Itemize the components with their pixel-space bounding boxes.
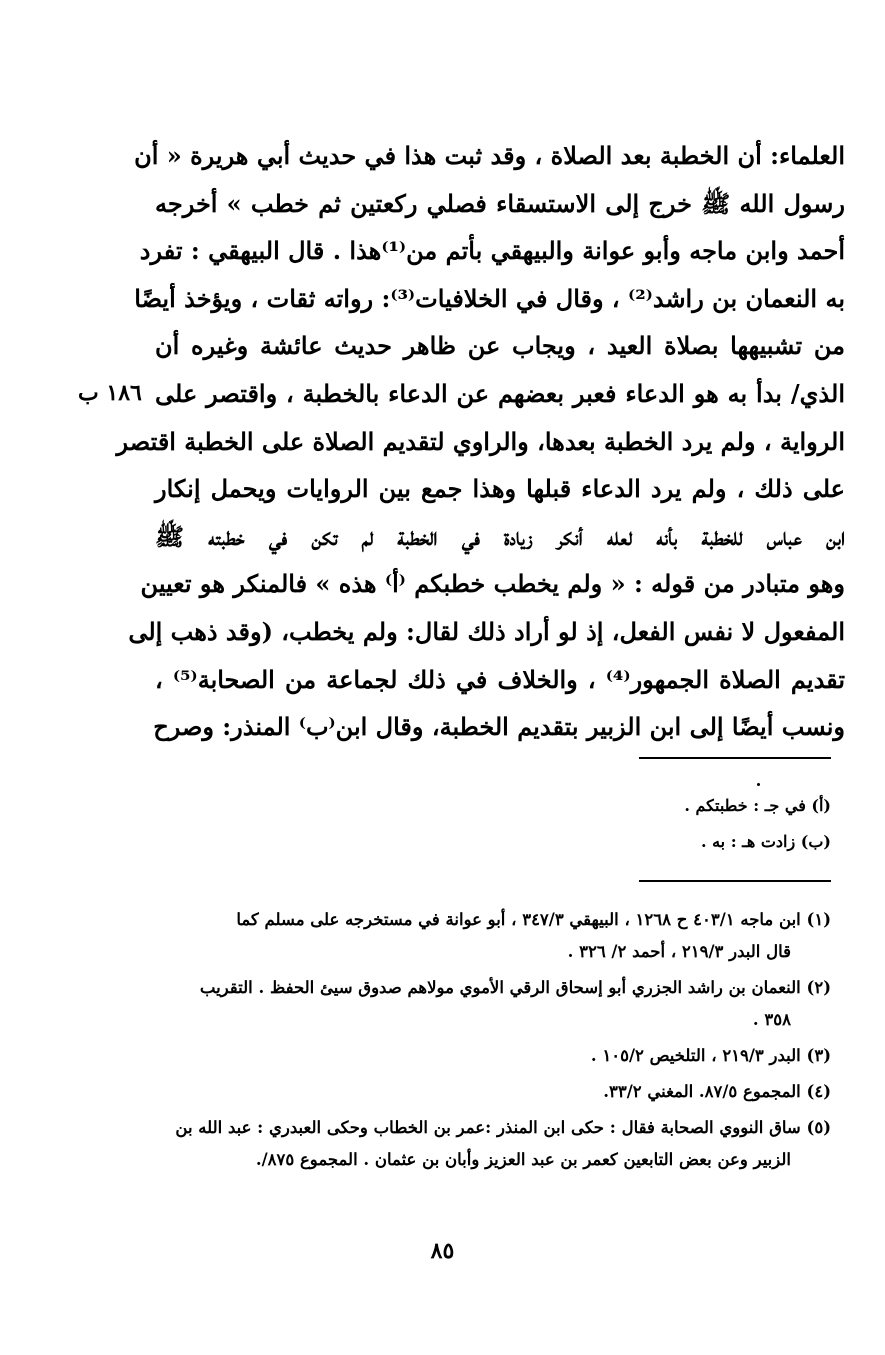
footnote <box>96 1040 831 1072</box>
main-text-line: من تشبيهها بصلاة العيد ، ويجاب عن ظاهر حديث عائشة وغيره أن <box>155 331 845 361</box>
main-text-line: وهو متبادر من قوله : « ولم يخطب خطبكم ⁽أ⁾ هذه » فالمنكر هو تعيين <box>140 569 845 599</box>
variant-notes-divider <box>639 757 831 759</box>
footnote-line: الزبير وعن بعض التابعين كعمر بن عبد العزيز وأبان بن عثمان . المجموع ٨٧٥/. <box>255 1150 791 1169</box>
main-text-line: الذي/ بدأ به هو الدعاء فعبر بعضهم عن الدعاء بالخطبة ، واقتصر على <box>155 378 845 408</box>
footnote <box>96 1112 831 1176</box>
main-text-line: ابن عباس للخطبة بأنه لعله أنكر زيادة في الخطبة لم تكن في خطبته ﷺ <box>155 521 845 551</box>
footnote-line: ٣٥٨ . <box>752 1010 791 1029</box>
main-text-block <box>116 132 846 751</box>
footnote-line: (٢) النعمان بن راشد الجزري أبو إسحاق الرقي الأموي مولاهم صدوق سيئ الحفظ . التقريب <box>199 978 831 997</box>
footnote <box>96 972 831 1036</box>
footnote-line: (٥) ساق النووي الصحابة فقال : حكى ابن المنذر :عمر بن الخطاب وحكى العبدري : عبد الله بن <box>175 1118 831 1137</box>
main-text-line: المفعول لا نفس الفعل، إذ لو أراد ذلك لقال: ولم يخطب، (وقد ذهب إلى <box>128 616 845 646</box>
footnote <box>96 1076 831 1108</box>
manuscript-folio-marker: ١٨٦ ب <box>78 380 142 406</box>
main-text-line: أحمد وابن ماجه وأبو عوانة والبيهقي بأتم من⁽¹⁾هذا . قال البيهقي : تفرد <box>139 236 845 266</box>
variant-note: (ب) زادت هـ : به . <box>700 832 831 851</box>
print-speck <box>757 783 760 786</box>
footnote-line: قال البدر ٢١٩/٣ ، أحمد ٢/ ٣٢٦ . <box>567 942 791 961</box>
page-number: ٨٥ <box>430 1238 455 1264</box>
main-text-line: ونسب أيضًا إلى ابن الزبير بتقديم الخطبة، وقال ابن⁽ب⁾ المنذر: وصرح <box>153 712 845 742</box>
footnote-line: (٤) المجموع ٨٧/٥. المغني ٣٣/٢. <box>603 1082 831 1101</box>
footnote <box>96 904 831 968</box>
main-text-line: رسول الله ﷺ خرج إلى الاستسقاء فصلي ركعتين ثم خطب » أخرجه <box>155 188 845 218</box>
main-text-line: العلماء: أن الخطبة بعد الصلاة ، وقد ثبت هذا في حديث أبي هريرة « أن <box>134 141 845 170</box>
footnotes-block <box>96 904 831 1180</box>
variant-notes-block <box>271 788 831 860</box>
footnote-line: (١) ابن ماجه ٤٠٣/١ ح ١٢٦٨ ، البيهقي ٣٤٧/٣ ، أبو عوانة في مستخرجه على مسلم كما <box>236 910 831 929</box>
main-text-line: الرواية ، ولم يرد الخطبة بعدها، والراوي لتقديم الصلاة على الخطبة اقتصر <box>116 426 845 456</box>
main-text-line: به النعمان بن راشد⁽²⁾ ، وقال في الخلافيات⁽³⁾: رواته ثقات ، ويؤخذ أيضًا <box>134 283 845 313</box>
main-text-line: على ذلك ، ولم يرد الدعاء قبلها وهذا جمع بين الروايات ويحمل إنكار <box>155 474 845 504</box>
main-text-line: تقديم الصلاة الجمهور⁽⁴⁾ ، والخلاف في ذلك لجماعة من الصحابة⁽⁵⁾ ، <box>155 664 846 694</box>
variant-note: (أ) في جـ : خطبتكم . <box>684 796 831 815</box>
footnote-line: (٣) البدر ٢١٩/٣ ، التلخيص ١٠٥/٢ . <box>590 1046 831 1065</box>
footnotes-divider <box>639 880 831 882</box>
